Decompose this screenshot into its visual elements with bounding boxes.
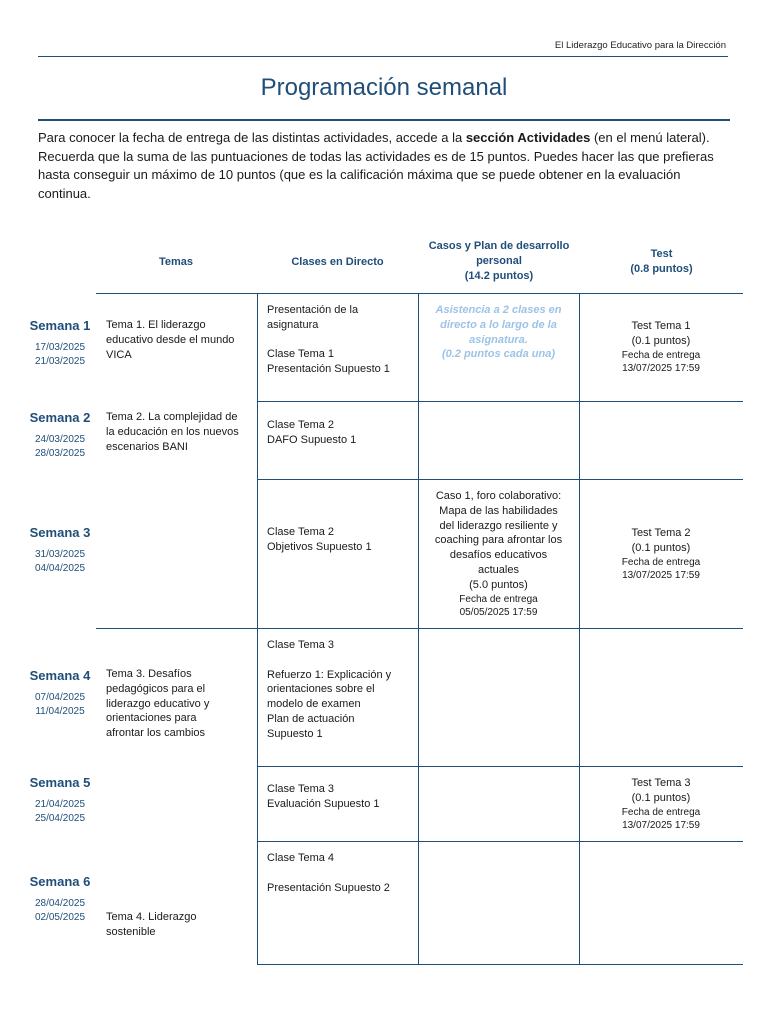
clases-line: asignatura [267, 318, 319, 331]
week-2-end: 28/03/2025 [34, 448, 86, 459]
caso-line: Caso 1, foro colaborativo: [435, 490, 562, 502]
tema-3 [106, 667, 256, 741]
tema-1 [106, 318, 256, 362]
week-4-dates [10, 691, 110, 719]
test-tema-2 [580, 526, 742, 583]
clases-week-1 [267, 303, 417, 377]
caso-line: Mapa de las habilidades [439, 504, 558, 517]
clases-line: Plan de actuación [267, 712, 355, 725]
week-4-end: 11/04/2025 [35, 706, 85, 717]
tema-2 [106, 410, 256, 454]
caso-due-label: Fecha de entrega [459, 593, 538, 605]
clases-line: Clase Tema 1 [267, 348, 335, 361]
grid-line-bottom [257, 964, 743, 965]
col-header-test-line2: (0.8 puntos) [630, 263, 693, 275]
week-5-end: 25/04/2025 [34, 813, 86, 824]
clases-line: Presentación Supuesto 1 [267, 363, 390, 376]
week-1 [10, 318, 110, 369]
test-due-label: Fecha de entrega [621, 556, 701, 568]
clases-line: modelo de examen [267, 698, 361, 711]
casos-attendance-note [419, 303, 578, 362]
caso-line: desafíos educativos [449, 549, 548, 562]
caso-points: (5.0 puntos) [469, 578, 528, 591]
clases-line: Evaluación Supuesto 1 [267, 797, 380, 810]
week-1-end: 21/03/2025 [34, 356, 86, 367]
week-4-start: 07/04/2025 [34, 692, 86, 703]
clases-week-2 [267, 418, 417, 448]
tema-4-line: Tema 4. Liderazgo [106, 911, 197, 923]
caso-line: actuales [478, 563, 519, 576]
note-line: (0.2 puntos cada una) [441, 348, 556, 361]
week-3 [10, 525, 110, 576]
week-6-start: 28/04/2025 [34, 898, 86, 909]
clases-week-5 [267, 782, 417, 812]
caso-due-date: 05/05/2025 17:59 [459, 607, 538, 619]
clases-line: Presentación de la [267, 304, 359, 316]
clases-week-4 [267, 638, 417, 742]
intro-text-1: Para conocer la fecha de entrega de las distintas actividades, accede a la [38, 130, 466, 145]
week-6 [10, 874, 110, 925]
week-5 [10, 775, 110, 826]
test-due-label: Fecha de entrega [621, 349, 701, 361]
week-1-start: 17/03/2025 [34, 342, 86, 353]
grid-line-col-casos [418, 293, 419, 965]
clases-line: DAFO Supuesto 1 [267, 433, 357, 446]
test-points: (0.1 puntos) [631, 791, 691, 804]
col-header-casos-line2: personal [476, 255, 522, 267]
test-name: Test Tema 2 [631, 527, 691, 539]
caso-line: coaching para afrontar los [434, 534, 563, 547]
page-title: Programación semanal [260, 74, 508, 101]
col-header-casos [419, 239, 579, 284]
clases-line: Clase Tema 2 [267, 419, 335, 431]
test-name: Test Tema 1 [631, 320, 691, 332]
note-line: Asistencia a 2 clases en [435, 304, 562, 316]
tema-4-line: sostenible [106, 925, 156, 938]
clases-line: orientaciones sobre el [267, 683, 375, 696]
col-header-test-line1: Test [650, 248, 673, 260]
week-2-start: 24/03/2025 [34, 434, 86, 445]
week-2-dates [10, 433, 110, 461]
clases-line: Refuerzo 1: Explicación y [267, 668, 392, 681]
week-3-dates [10, 548, 110, 576]
test-name: Test Tema 3 [631, 777, 691, 789]
tema-3-line: afrontar los cambios [106, 727, 206, 740]
clases-line: Objetivos Supuesto 1 [267, 540, 372, 553]
grid-line-top [96, 293, 743, 294]
week-5-label: Semana 5 [29, 775, 91, 790]
test-points: (0.1 puntos) [631, 334, 691, 347]
test-due-date: 13/07/2025 17:59 [622, 820, 700, 832]
week-4-label: Semana 4 [29, 668, 91, 683]
clases-line: Supuesto 1 [267, 727, 323, 740]
week-2-label: Semana 2 [29, 410, 91, 425]
col-header-casos-line3: (14.2 puntos) [464, 270, 534, 282]
tema-1-line: educativo desde el mundo [106, 333, 235, 346]
grid-line-col-test [579, 293, 580, 965]
intro-text-2: (en el menú lateral). Recuerda que la suma de las puntuaciones de todas las actividades es de 15 puntos. Puedes hacer las que prefieras hasta conseguir un máximo de 10 puntos (que es la calificación máxima que se puede obtener en la evaluación continua. [38, 130, 714, 201]
tema-3-line: Tema 3. Desafíos [106, 668, 192, 680]
tema-2-line: Tema 2. La complejidad de [106, 411, 238, 423]
title-divider [38, 119, 730, 121]
test-points: (0.1 puntos) [631, 541, 691, 554]
grid-line-w2 [257, 479, 743, 480]
test-tema-1 [580, 319, 742, 376]
week-1-label: Semana 1 [29, 318, 91, 333]
week-5-dates [10, 798, 110, 826]
tema-3-line: liderazgo educativo y [106, 697, 210, 710]
test-due-date: 13/07/2025 17:59 [622, 363, 700, 375]
week-3-label: Semana 3 [29, 525, 91, 540]
test-tema-3 [580, 776, 742, 833]
clases-line: Presentación Supuesto 2 [267, 881, 390, 894]
document-header-title: El Liderazgo Educativo para la Dirección [554, 40, 726, 51]
clases-line: Clase Tema 3 [267, 639, 335, 651]
tema-1-line: Tema 1. El liderazgo [106, 319, 206, 331]
clases-line: Clase Tema 4 [267, 852, 335, 864]
week-1-dates [10, 341, 110, 369]
clases-week-6 [267, 851, 417, 895]
week-6-label: Semana 6 [29, 874, 91, 889]
tema-3-line: orientaciones para [106, 712, 197, 725]
intro-activities-link-text: sección Actividades [465, 130, 591, 145]
grid-line-col-clases [257, 293, 258, 965]
clases-week-3 [267, 525, 417, 555]
grid-line-w3 [96, 628, 743, 629]
note-line: directo a lo largo de la [440, 318, 557, 331]
clases-line: Clase Tema 2 [267, 526, 335, 538]
week-4 [10, 668, 110, 719]
week-3-end: 04/04/2025 [34, 563, 86, 574]
col-header-casos-line1: Casos y Plan de desarrollo [428, 240, 570, 252]
col-header-temas: Temas [158, 256, 194, 268]
tema-2-line: escenarios BANI [106, 440, 188, 453]
intro-paragraph [38, 129, 730, 203]
test-due-date: 13/07/2025 17:59 [622, 570, 700, 582]
caso-1 [419, 489, 578, 620]
week-2 [10, 410, 110, 461]
grid-line-w5 [257, 841, 743, 842]
caso-line: del liderazgo resiliente y [439, 519, 558, 532]
week-6-end: 02/05/2025 [34, 912, 86, 923]
week-3-start: 31/03/2025 [34, 549, 86, 560]
tema-1-line: VICA [106, 348, 132, 361]
clases-line: Clase Tema 3 [267, 783, 335, 795]
col-header-clases: Clases en Directo [291, 256, 384, 268]
tema-3-line: pedagógicos para el [106, 682, 206, 695]
test-due-label: Fecha de entrega [621, 806, 701, 818]
note-line: asignatura. [469, 333, 528, 346]
col-header-test [580, 247, 743, 277]
grid-line-w1 [257, 401, 743, 402]
tema-4 [106, 910, 256, 940]
week-6-dates [10, 897, 110, 925]
week-5-start: 21/04/2025 [34, 799, 86, 810]
tema-2-line: la educación en los nuevos [106, 425, 239, 438]
grid-line-w4 [257, 766, 743, 767]
header-divider [38, 56, 728, 57]
